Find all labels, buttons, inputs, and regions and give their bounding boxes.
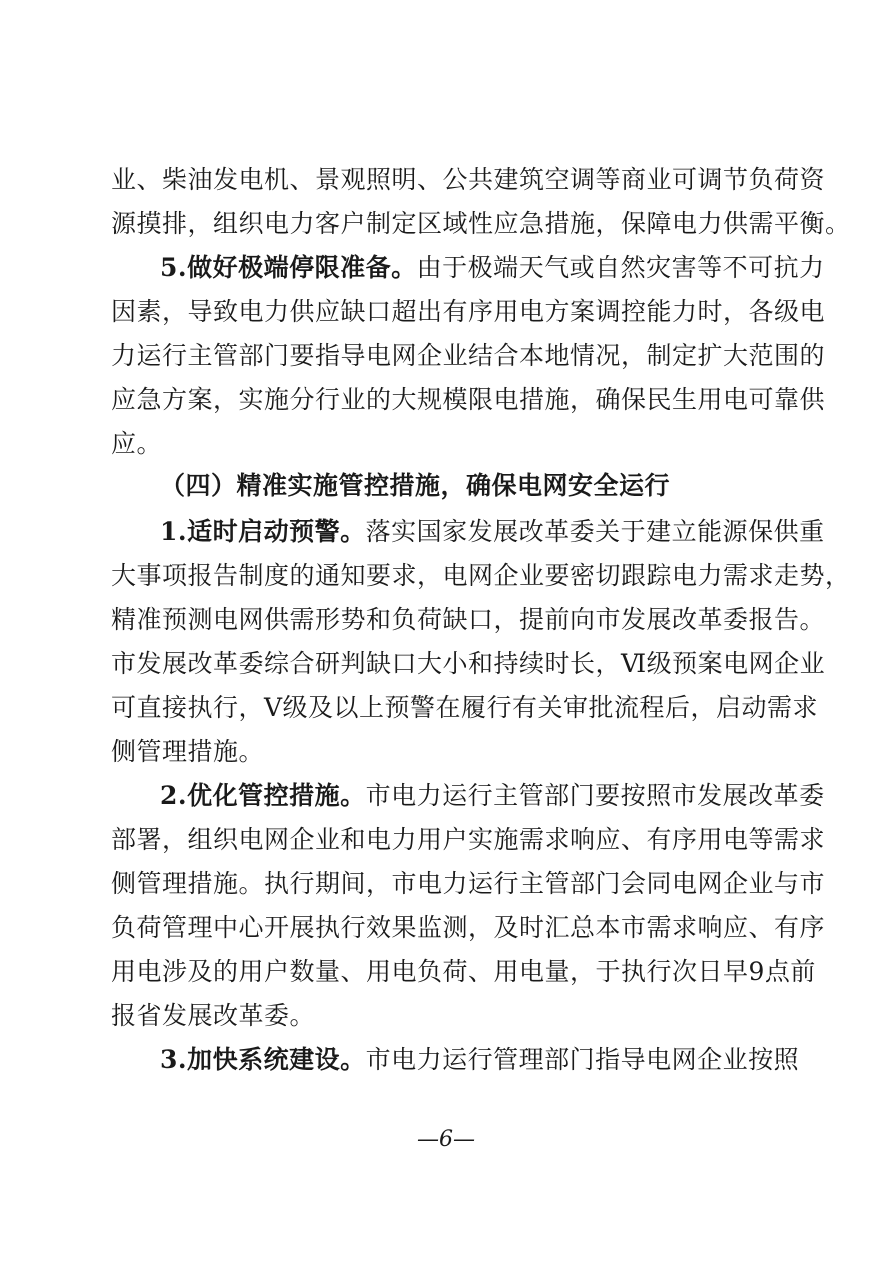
text-line: 用电涉及的用户数量、用电负荷、用电量，于执行次日早9点前 <box>111 957 816 986</box>
text-line: 1.适时启动预警。落实国家发展改革委关于建立能源保供重 <box>160 517 825 546</box>
text-line: 源摸排，组织电力客户制定区域性应急措施，保障电力供需平衡。 <box>111 209 851 238</box>
text-line: 大事项报告制度的通知要求，电网企业要密切跟踪电力需求走势， <box>111 561 851 590</box>
text-line: 报省发展改革委。 <box>111 1001 316 1030</box>
text-line: 业、柴油发电机、景观照明、公共建筑空调等商业可调节负荷资 <box>111 165 826 194</box>
text-line: 2.优化管控措施。市电力运行主管部门要按照市发展改革委 <box>160 781 825 810</box>
text-line: 因素，导致电力供应缺口超出有序用电方案调控能力时，各级电 <box>111 297 826 326</box>
text-line: 部署，组织电网企业和电力用户实施需求响应、有序用电等需求 <box>111 825 826 854</box>
text-line: 负荷管理中心开展执行效果监测，及时汇总本市需求响应、有序 <box>111 913 826 942</box>
text-line: 市发展改革委综合研判缺口大小和持续时长，Ⅵ级预案电网企业 <box>111 649 826 678</box>
text-line: 精准预测电网供需形势和负荷缺口，提前向市发展改革委报告。 <box>111 605 826 634</box>
item-title: 2.优化管控措施。 <box>160 781 366 810</box>
text-line: 可直接执行，Ⅴ级及以上预警在履行有关审批流程后，启动需求 <box>111 693 819 722</box>
text-line: 5.做好极端停限准备。由于极端天气或自然灾害等不可抗力 <box>160 253 825 282</box>
item-title: 3.加快系统建设。 <box>160 1045 366 1074</box>
page-number: —6— <box>417 1127 475 1152</box>
text-line: 侧管理措施。执行期间，市电力运行主管部门会同电网企业与市 <box>111 869 826 898</box>
text-line: 力运行主管部门要指导电网企业结合本地情况，制定扩大范围的 <box>111 341 826 370</box>
text-line: 应急方案，实施分行业的大规模限电措施，确保民生用电可靠供 <box>111 385 826 414</box>
item-title: 5.做好极端停限准备。 <box>160 253 417 282</box>
text-line: 3.加快系统建设。市电力运行管理部门指导电网企业按照 <box>160 1045 800 1074</box>
item-title: 1.适时启动预警。 <box>160 517 366 546</box>
section-heading: （四）精准实施管控措施，确保电网安全运行 <box>160 471 671 500</box>
text-line: 应。 <box>111 429 163 458</box>
text-line: 侧管理措施。 <box>111 737 265 766</box>
